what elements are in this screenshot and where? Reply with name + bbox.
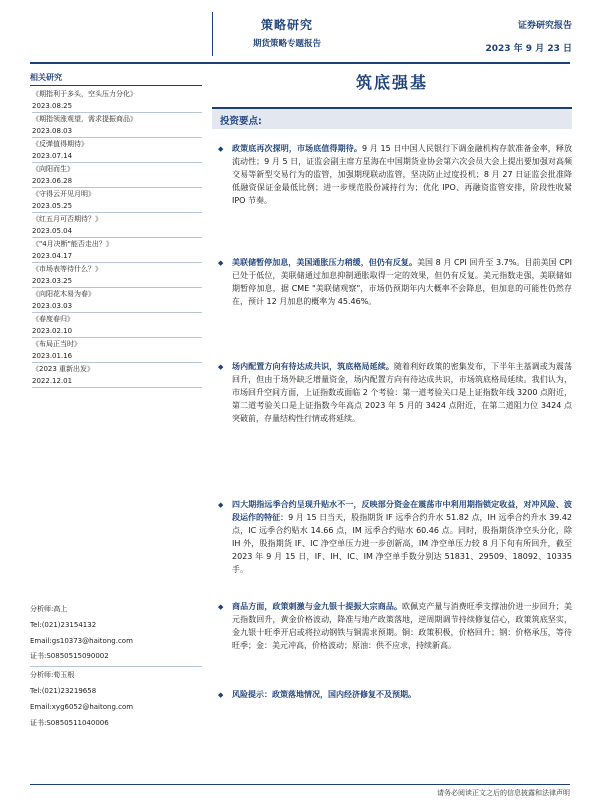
analyst-cert: 证书:S0850511040006 <box>30 718 109 727</box>
key-points-header <box>212 107 572 129</box>
related-item-date: 2023.03.25 <box>32 276 202 289</box>
analyst-tel: Tel:(021)23219658 <box>30 686 97 695</box>
related-item-date: 2022.12.01 <box>32 376 202 389</box>
analyst-email[interactable]: Email:gs10373@haitong.com <box>30 636 133 645</box>
analyst-cert: 证书:S0850515090002 <box>30 652 109 661</box>
related-item[interactable] <box>30 264 202 288</box>
key-point <box>212 257 572 353</box>
related-item[interactable] <box>30 189 202 213</box>
related-research-heading: 相关研究 <box>30 72 202 86</box>
related-item-title: 《春度春归》 <box>32 315 74 323</box>
key-point-lead: 风险提示：政策落地情况，国内经济修复不及预期。 <box>232 690 416 699</box>
related-item[interactable] <box>30 164 202 188</box>
related-item[interactable] <box>30 89 202 113</box>
related-item-title: 《布局正当时》 <box>32 340 81 348</box>
analyst-email[interactable]: Email:xyg6052@haitong.com <box>30 702 134 711</box>
related-item[interactable] <box>30 289 202 313</box>
analyst-tel: Tel:(021)23154132 <box>30 620 97 629</box>
related-item-date: 2023.05.25 <box>32 201 202 214</box>
bullet-icon: ◆ <box>218 603 224 611</box>
related-item-date: 2023.08.25 <box>32 101 202 114</box>
key-point <box>212 361 572 491</box>
related-item[interactable] <box>30 114 202 138</box>
page-title: 筑底强基 <box>355 73 428 92</box>
related-item-date: 2023.06.28 <box>32 176 202 189</box>
related-item-title: 《向阳而生》 <box>32 165 74 173</box>
related-item-date: 2023.08.03 <box>32 126 202 139</box>
key-point-body: 欧佩克产量与消费旺季支撑油价进一步回升；美元指数回升，黄金价格波动，降准与地产政策落地，逆周期调节持续修复信心，政策筑底坚实，金九银十旺季开启或将拉动钢铁与铜需求预期。铜：政策积极，价格回升；钢：价格承压，等待旺季；金：美元冲高，价格波动；原油：供不应求，持续新高。 <box>232 602 572 650</box>
related-research <box>30 72 202 389</box>
related-item[interactable] <box>30 214 202 238</box>
related-item-date: 2023.04.17 <box>32 251 202 264</box>
key-point <box>212 601 572 681</box>
key-point <box>212 499 572 593</box>
key-point <box>212 143 572 249</box>
key-point-body: 9 月 15 日中国人民银行下调金融机构存款准备金率，释放流动性；9 月 5 日，证监会副主席方星海在中国期货业协会第六次会员大会上提出要加强对高频交易等新型交易行为的监管，加强期现联动监管，坚决防止过度投机；8 月 27 日证监会批准降低融资保证金最低比例；进一步规范股份减持行为；优化 IPO、再融资监管安排，阶段性收紧 IPO 节奏。 <box>232 144 573 205</box>
header-subtitle: 期货策略专题报告 <box>252 39 321 49</box>
related-item-title: 《市场表等待什么？》 <box>32 265 102 273</box>
related-item-title: 《向阳花木易为春》 <box>32 290 95 298</box>
header-brand: 策略研究 <box>260 18 313 32</box>
analyst-name: 分析师:高上 <box>30 605 68 613</box>
analyst-name: 分析师:荀玉根 <box>30 671 75 680</box>
footer-rule <box>30 784 570 785</box>
report-date: 2023 年 9 月 23 日 <box>485 44 572 54</box>
key-point-body: 9 月 15 日当天，股指期货 IF 远季合约升水 51.82 点，IH 远季合约升水 39.42 点，IC 远季合约贴水 14.66 点，IM 远季合约贴水 60.46 点。同时，股指期货净空头分化，除 IH 外，股指期货 IF、IC 净空单压力进一步创新高，IM 净空单压力较 8 月下旬有所回升，截至 2023 年 9 月 15 日，IF、IH、IC、IM 净空单手数分别达 51831、29509、18092、10335 手。 <box>232 512 573 574</box>
related-item[interactable] <box>30 314 202 338</box>
related-item-title: 《红五月可否期待？》 <box>32 215 102 223</box>
key-point-body: 美国 8 月 CPI 回升至 3.7%。目前美国 CPI 已处于低位，美联储通过加息抑制通胀取得一定的效果，但仍有反复。美元指数走强，美联储如期暂停加息，据 CME "美联储观察"，市场仍预期年内大概率不会降息，但加息的可能性仍然存在，预计 12 月加息的概率为 45.46%。 <box>232 258 572 306</box>
related-item[interactable] <box>30 339 202 363</box>
related-item[interactable] <box>30 139 202 163</box>
related-item[interactable] <box>30 364 202 388</box>
key-point-lead: 四大期指远季合约呈现升贴水不一，反映部分资金在震荡市中利用期指锁定收益，对冲风险、波段运作的特征： <box>232 500 572 522</box>
key-point-body: 随着利好政策的密集发布，下半年主基调或为震荡回升，但由于场外缺乏增量资金，场内配置方向有待达成共识，市场筑底格局延续。我们认为，市场回升空间方面，上证指数或面临 2 个考验：第一道考验关口是上证指数年线 3200 点附近，第二道考验关口是上证指数今年高点 2023 年 5 月的 3424 点附近，在第二道阻力位 3424 点突破前，存量结构性行情或将延续。 <box>232 362 572 423</box>
related-item-title: 《守得云开见月明》 <box>32 190 95 198</box>
key-point-lead: 美联储暂停加息，美国通胀压力稍缓，但仍有反复。 <box>232 258 417 267</box>
related-item-title: 《"4月决断"能否走出？》 <box>32 240 113 248</box>
related-item-date: 2023.02.10 <box>32 326 202 339</box>
related-item-title: 《反弹值得期待》 <box>32 140 88 148</box>
key-points-label: 投资要点: <box>220 116 262 127</box>
related-item-title: 《2023 重新出发》 <box>32 365 95 373</box>
related-item-date: 2023.03.03 <box>32 301 202 314</box>
key-point-lead: 政策底再次探明，市场底值得期待。 <box>232 144 362 153</box>
bullet-icon: ◆ <box>218 145 224 153</box>
key-point-lead: 商品方面，政策刺激与金九银十提振大宗商品。 <box>232 602 403 611</box>
bullet-icon: ◆ <box>218 363 224 371</box>
related-item-date: 2023.01.16 <box>32 351 202 364</box>
header-rule <box>30 62 570 64</box>
related-item-date: 2023.07.14 <box>32 151 202 164</box>
key-points-body <box>212 143 572 710</box>
bullet-icon: ◆ <box>218 691 224 699</box>
related-item-title: 《期指利于多头，空头压力分化》 <box>32 90 137 98</box>
bullet-icon: ◆ <box>218 501 224 509</box>
bullet-icon: ◆ <box>218 259 224 267</box>
related-item-date: 2023.05.04 <box>32 226 202 239</box>
footer-disclaimer: 请务必阅读正文之后的信息披露和法律声明 <box>437 789 570 797</box>
key-point-lead: 场内配置方向有待达成共识，筑底格局延续。 <box>232 362 394 371</box>
analyst-contacts <box>30 602 202 731</box>
analyst-divider <box>30 666 202 667</box>
related-item-title: 《期指领涨观望，需求提振商品》 <box>32 115 137 123</box>
key-point <box>212 689 572 702</box>
report-type: 证券研究报告 <box>517 21 572 31</box>
related-item[interactable] <box>30 239 202 263</box>
